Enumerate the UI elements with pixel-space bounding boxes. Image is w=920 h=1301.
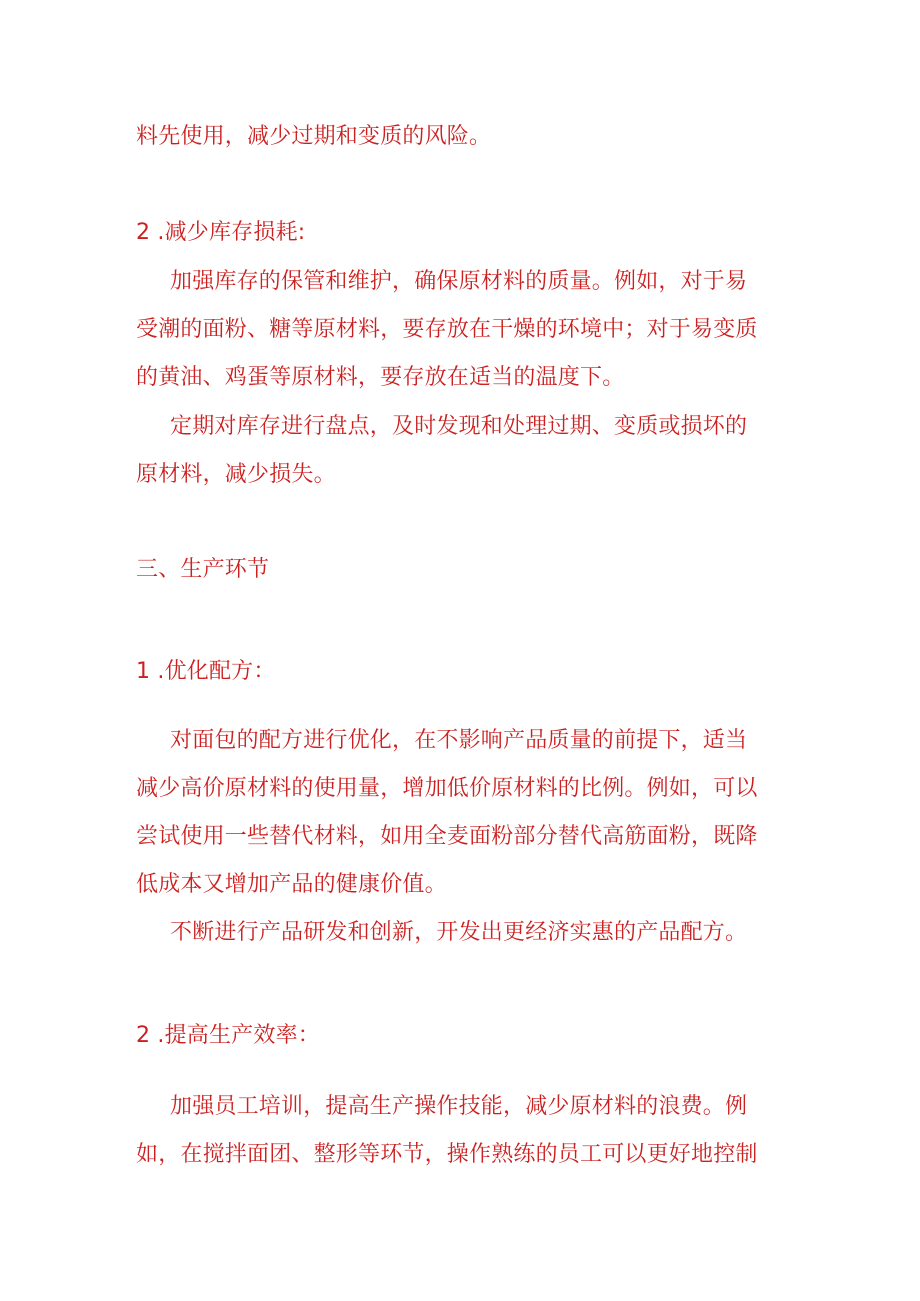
paragraph-line: 减少高价原材料的使用量，增加低价原材料的比例。例如，可以: [136, 776, 758, 801]
section-heading-production: 三、生产环节: [136, 557, 270, 582]
paragraph-line: 加强员工培训，提高生产操作技能，减少原材料的浪费。例: [170, 1094, 748, 1119]
paragraph-line: 低成本又增加产品的健康价值。: [136, 872, 447, 897]
subheading-improve-efficiency: 2 .提高生产效率：: [136, 1023, 320, 1048]
subheading-optimize-recipe: 1 .优化配方：: [136, 659, 276, 684]
paragraph-line: 料先使用，减少过期和变质的风险。: [136, 124, 492, 149]
subheading-reduce-inventory-loss: 2 .减少库存损耗:: [136, 220, 306, 245]
paragraph-line: 如，在搅拌面团、整形等环节，操作熟练的员工可以更好地控制: [136, 1142, 758, 1167]
paragraph-line: 定期对库存进行盘点，及时发现和处理过期、变质或损坏的: [170, 414, 748, 439]
paragraph-line: 尝试使用一些替代材料，如用全麦面粉部分替代高筋面粉，既降: [136, 824, 758, 849]
paragraph-line: 加强库存的保管和维护，确保原材料的质量。例如，对于易: [170, 269, 748, 294]
paragraph-line: 不断进行产品研发和创新，开发出更经济实惠的产品配方。: [170, 920, 748, 945]
paragraph-line: 受潮的面粉、糖等原材料，要存放在干燥的环境中；对于易变质: [136, 317, 758, 342]
paragraph-line: 原材料，减少损失。: [136, 462, 336, 487]
paragraph-line: 的黄油、鸡蛋等原材料，要存放在适当的温度下。: [136, 365, 625, 390]
paragraph-line: 对面包的配方进行优化，在不影响产品质量的前提下，适当: [170, 728, 748, 753]
